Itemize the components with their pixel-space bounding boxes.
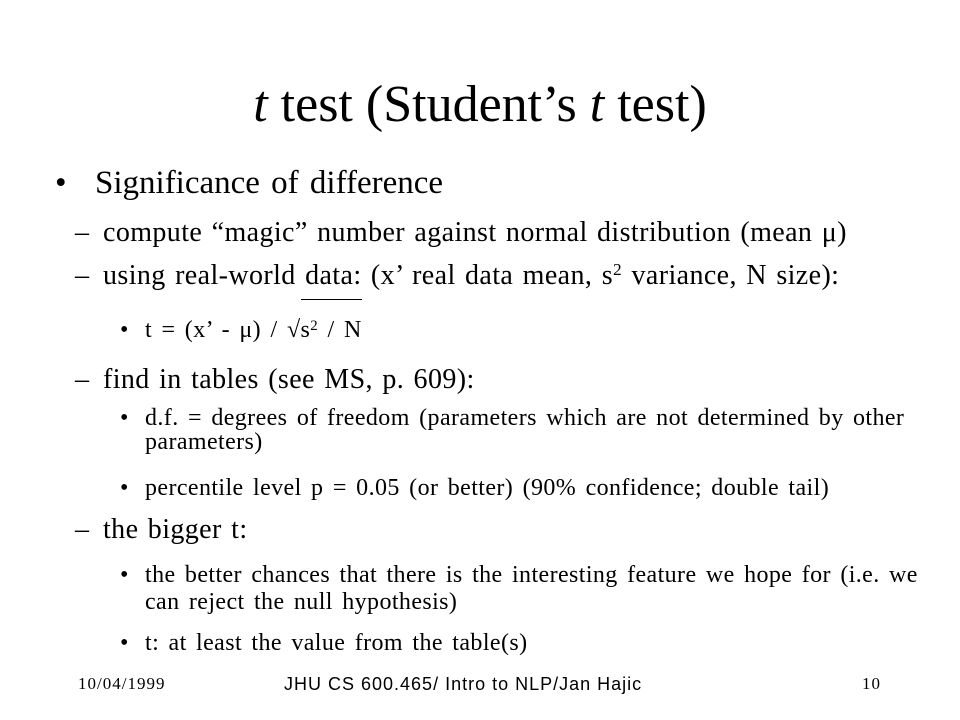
bullet-marker: • — [55, 165, 67, 201]
bullet-text: can reject the null hypothesis) — [145, 589, 458, 615]
title-text: test (Student’s — [267, 76, 590, 133]
square-root-sign: √ — [286, 317, 301, 343]
dash-marker: – — [75, 514, 90, 545]
superscript: 2 — [310, 317, 319, 334]
bullet-text: d.f. = degrees of freedom (parameters which are not determined by other — [145, 405, 905, 431]
bullet-marker: • — [120, 475, 129, 501]
subbullet-find-in-tables — [75, 363, 475, 397]
footer-date: 10/04/1999 — [78, 674, 166, 693]
footer-page-number: 10 — [862, 674, 881, 693]
title-italic-t: t — [589, 76, 605, 133]
subbullet-compute — [75, 216, 847, 250]
bullet-better-chances — [120, 561, 918, 589]
bullet-continuation-line — [145, 428, 263, 456]
title-text: test) — [604, 76, 707, 133]
dash-marker: – — [75, 217, 90, 248]
subbullet-text: the bigger t: — [103, 514, 248, 545]
bullet-text: parameters) — [145, 429, 263, 455]
subbullet-text: compute “magic” number against normal distribution (mean μ) — [103, 217, 847, 248]
radicand-variable: s — [300, 317, 311, 343]
bullet-table-value — [120, 629, 527, 657]
bullet-text: percentile level p = 0.05 (or better) (90% confidence; double tail) — [145, 475, 830, 501]
bullet-marker: • — [120, 405, 129, 431]
subbullet-real-world-data — [75, 259, 839, 296]
dash-marker: – — [75, 260, 90, 291]
bullet-continuation-line — [145, 588, 457, 616]
bullet-significance — [55, 163, 443, 203]
formula-prefix: t = (x’ - μ) / — [145, 317, 287, 343]
bullet-marker: • — [120, 317, 129, 343]
bullet-marker: • — [120, 562, 129, 588]
subbullet-text: using real-world data: (x’ real data mean, s — [103, 260, 613, 291]
bullet-text: Significance of difference — [95, 165, 444, 201]
superscript: 2 — [613, 260, 623, 280]
slide-title — [0, 75, 960, 135]
bullet-marker: • — [120, 630, 129, 656]
subbullet-text: find in tables (see MS, p. 609): — [103, 364, 475, 395]
subbullet-bigger-t — [75, 513, 248, 547]
bullet-text: t: at least the value from the table(s) — [145, 630, 528, 656]
bullet-percentile-level — [120, 474, 829, 502]
dash-marker: – — [75, 364, 90, 395]
radicand — [301, 299, 362, 343]
footer-course: JHU CS 600.465/ Intro to NLP/Jan Hajic — [284, 674, 643, 694]
subbullet-text: variance, N size): — [622, 260, 840, 291]
bullet-text: the better chances that there is the interesting feature we hope for (i.e. we — [145, 562, 918, 588]
formula-bullet — [120, 316, 362, 347]
radicand-divisor: / N — [318, 317, 362, 343]
title-italic-t: t — [253, 76, 268, 133]
